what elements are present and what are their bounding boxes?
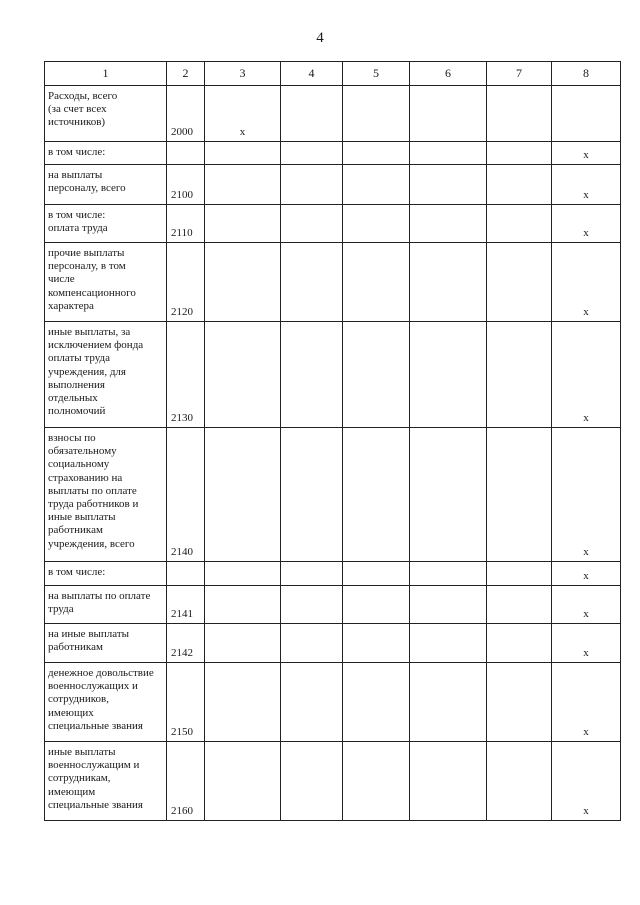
table-row: [45, 562, 621, 586]
row-name: иные выплаты, за исключением фонда оплаты труда учреждения, для выполнения отдельных полномочий: [45, 322, 167, 428]
cell-empty: [487, 663, 552, 742]
cell-col8: x: [552, 428, 621, 562]
cell-empty: [487, 165, 552, 205]
cell-empty: [410, 322, 487, 428]
cell-col3: [205, 142, 281, 165]
cell-empty: [487, 742, 552, 821]
row-name: Расходы, всего (за счет всех источников): [45, 86, 167, 142]
cell-empty: [281, 586, 343, 624]
row-name: иные выплаты военнослужащим и сотрудникам, имеющим специальные звания: [45, 742, 167, 821]
cell-col8: x: [552, 243, 621, 322]
cell-empty: [487, 562, 552, 586]
cell-empty: [487, 205, 552, 243]
cell-empty: [343, 86, 410, 142]
cell-empty: [281, 742, 343, 821]
cell-empty: [410, 86, 487, 142]
cell-empty: [487, 586, 552, 624]
column-header: 1: [45, 62, 167, 86]
cell-col3: [205, 586, 281, 624]
table-row: [45, 428, 621, 562]
cell-empty: [410, 165, 487, 205]
row-code: 2110: [167, 205, 205, 243]
cell-col3: [205, 165, 281, 205]
table-row: [45, 165, 621, 205]
table-row: [45, 322, 621, 428]
table-row: [45, 624, 621, 663]
table-row: [45, 142, 621, 165]
cell-col3: [205, 562, 281, 586]
cell-empty: [281, 205, 343, 243]
cell-col8: x: [552, 663, 621, 742]
cell-empty: [281, 243, 343, 322]
cell-col3: [205, 624, 281, 663]
cell-empty: [410, 624, 487, 663]
row-code: 2000: [167, 86, 205, 142]
cell-empty: [487, 86, 552, 142]
cell-col3: [205, 428, 281, 562]
cell-empty: [487, 243, 552, 322]
row-code: 2100: [167, 165, 205, 205]
cell-empty: [343, 165, 410, 205]
row-code: 2140: [167, 428, 205, 562]
row-name: на выплаты персоналу, всего: [45, 165, 167, 205]
row-code: [167, 562, 205, 586]
cell-empty: [343, 205, 410, 243]
cell-empty: [343, 624, 410, 663]
cell-empty: [343, 243, 410, 322]
cell-empty: [281, 428, 343, 562]
cell-empty: [487, 428, 552, 562]
cell-empty: [343, 663, 410, 742]
cell-col3: [205, 243, 281, 322]
cell-empty: [410, 428, 487, 562]
table-row: [45, 243, 621, 322]
cell-empty: [281, 663, 343, 742]
cell-empty: [343, 562, 410, 586]
column-header: 2: [167, 62, 205, 86]
table-row: [45, 586, 621, 624]
cell-col8: [552, 86, 621, 142]
cell-col8: x: [552, 142, 621, 165]
table-row: [45, 86, 621, 142]
cell-empty: [281, 165, 343, 205]
table-row: [45, 742, 621, 821]
cell-empty: [410, 243, 487, 322]
cell-col8: x: [552, 586, 621, 624]
cell-empty: [487, 322, 552, 428]
cell-empty: [281, 322, 343, 428]
cell-col8: x: [552, 205, 621, 243]
row-name: прочие выплаты персоналу, в том числе компенсационного характера: [45, 243, 167, 322]
cell-empty: [343, 428, 410, 562]
cell-empty: [281, 142, 343, 165]
cell-empty: [410, 562, 487, 586]
cell-empty: [487, 142, 552, 165]
row-name: взносы по обязательному социальному страхованию на выплаты по оплате труда работников и иные выплаты работникам учреждения, всего: [45, 428, 167, 562]
column-header: 3: [205, 62, 281, 86]
row-name: на иные выплаты работникам: [45, 624, 167, 663]
row-name: на выплаты по оплате труда: [45, 586, 167, 624]
cell-empty: [281, 562, 343, 586]
row-code: 2160: [167, 742, 205, 821]
cell-col3: [205, 663, 281, 742]
table-row: [45, 663, 621, 742]
column-header: 4: [281, 62, 343, 86]
cell-col8: x: [552, 742, 621, 821]
cell-empty: [281, 624, 343, 663]
row-code: [167, 142, 205, 165]
row-name: в том числе:: [45, 142, 167, 165]
column-header: 8: [552, 62, 621, 86]
cell-col8: x: [552, 165, 621, 205]
row-code: 2142: [167, 624, 205, 663]
row-code: 2130: [167, 322, 205, 428]
cell-col3: x: [205, 86, 281, 142]
cell-empty: [343, 586, 410, 624]
table-row: [45, 205, 621, 243]
cell-col8: x: [552, 322, 621, 428]
cell-empty: [343, 742, 410, 821]
cell-empty: [410, 742, 487, 821]
cell-col3: [205, 742, 281, 821]
cell-col3: [205, 205, 281, 243]
cell-empty: [410, 663, 487, 742]
row-code: 2141: [167, 586, 205, 624]
header-row: [45, 62, 621, 86]
column-header: 5: [343, 62, 410, 86]
column-header: 6: [410, 62, 487, 86]
cell-empty: [410, 142, 487, 165]
row-name: в том числе: оплата труда: [45, 205, 167, 243]
page-number: 4: [316, 30, 324, 46]
cell-empty: [343, 322, 410, 428]
row-code: 2120: [167, 243, 205, 322]
row-code: 2150: [167, 663, 205, 742]
cell-empty: [281, 86, 343, 142]
cell-col8: x: [552, 624, 621, 663]
row-name: денежное довольствие военнослужащих и сотрудников, имеющих специальные звания: [45, 663, 167, 742]
cell-empty: [487, 624, 552, 663]
cell-empty: [410, 205, 487, 243]
cell-empty: [343, 142, 410, 165]
cell-empty: [410, 586, 487, 624]
expense-table: [44, 61, 621, 821]
cell-col8: x: [552, 562, 621, 586]
cell-col3: [205, 322, 281, 428]
column-header: 7: [487, 62, 552, 86]
row-name: в том числе:: [45, 562, 167, 586]
